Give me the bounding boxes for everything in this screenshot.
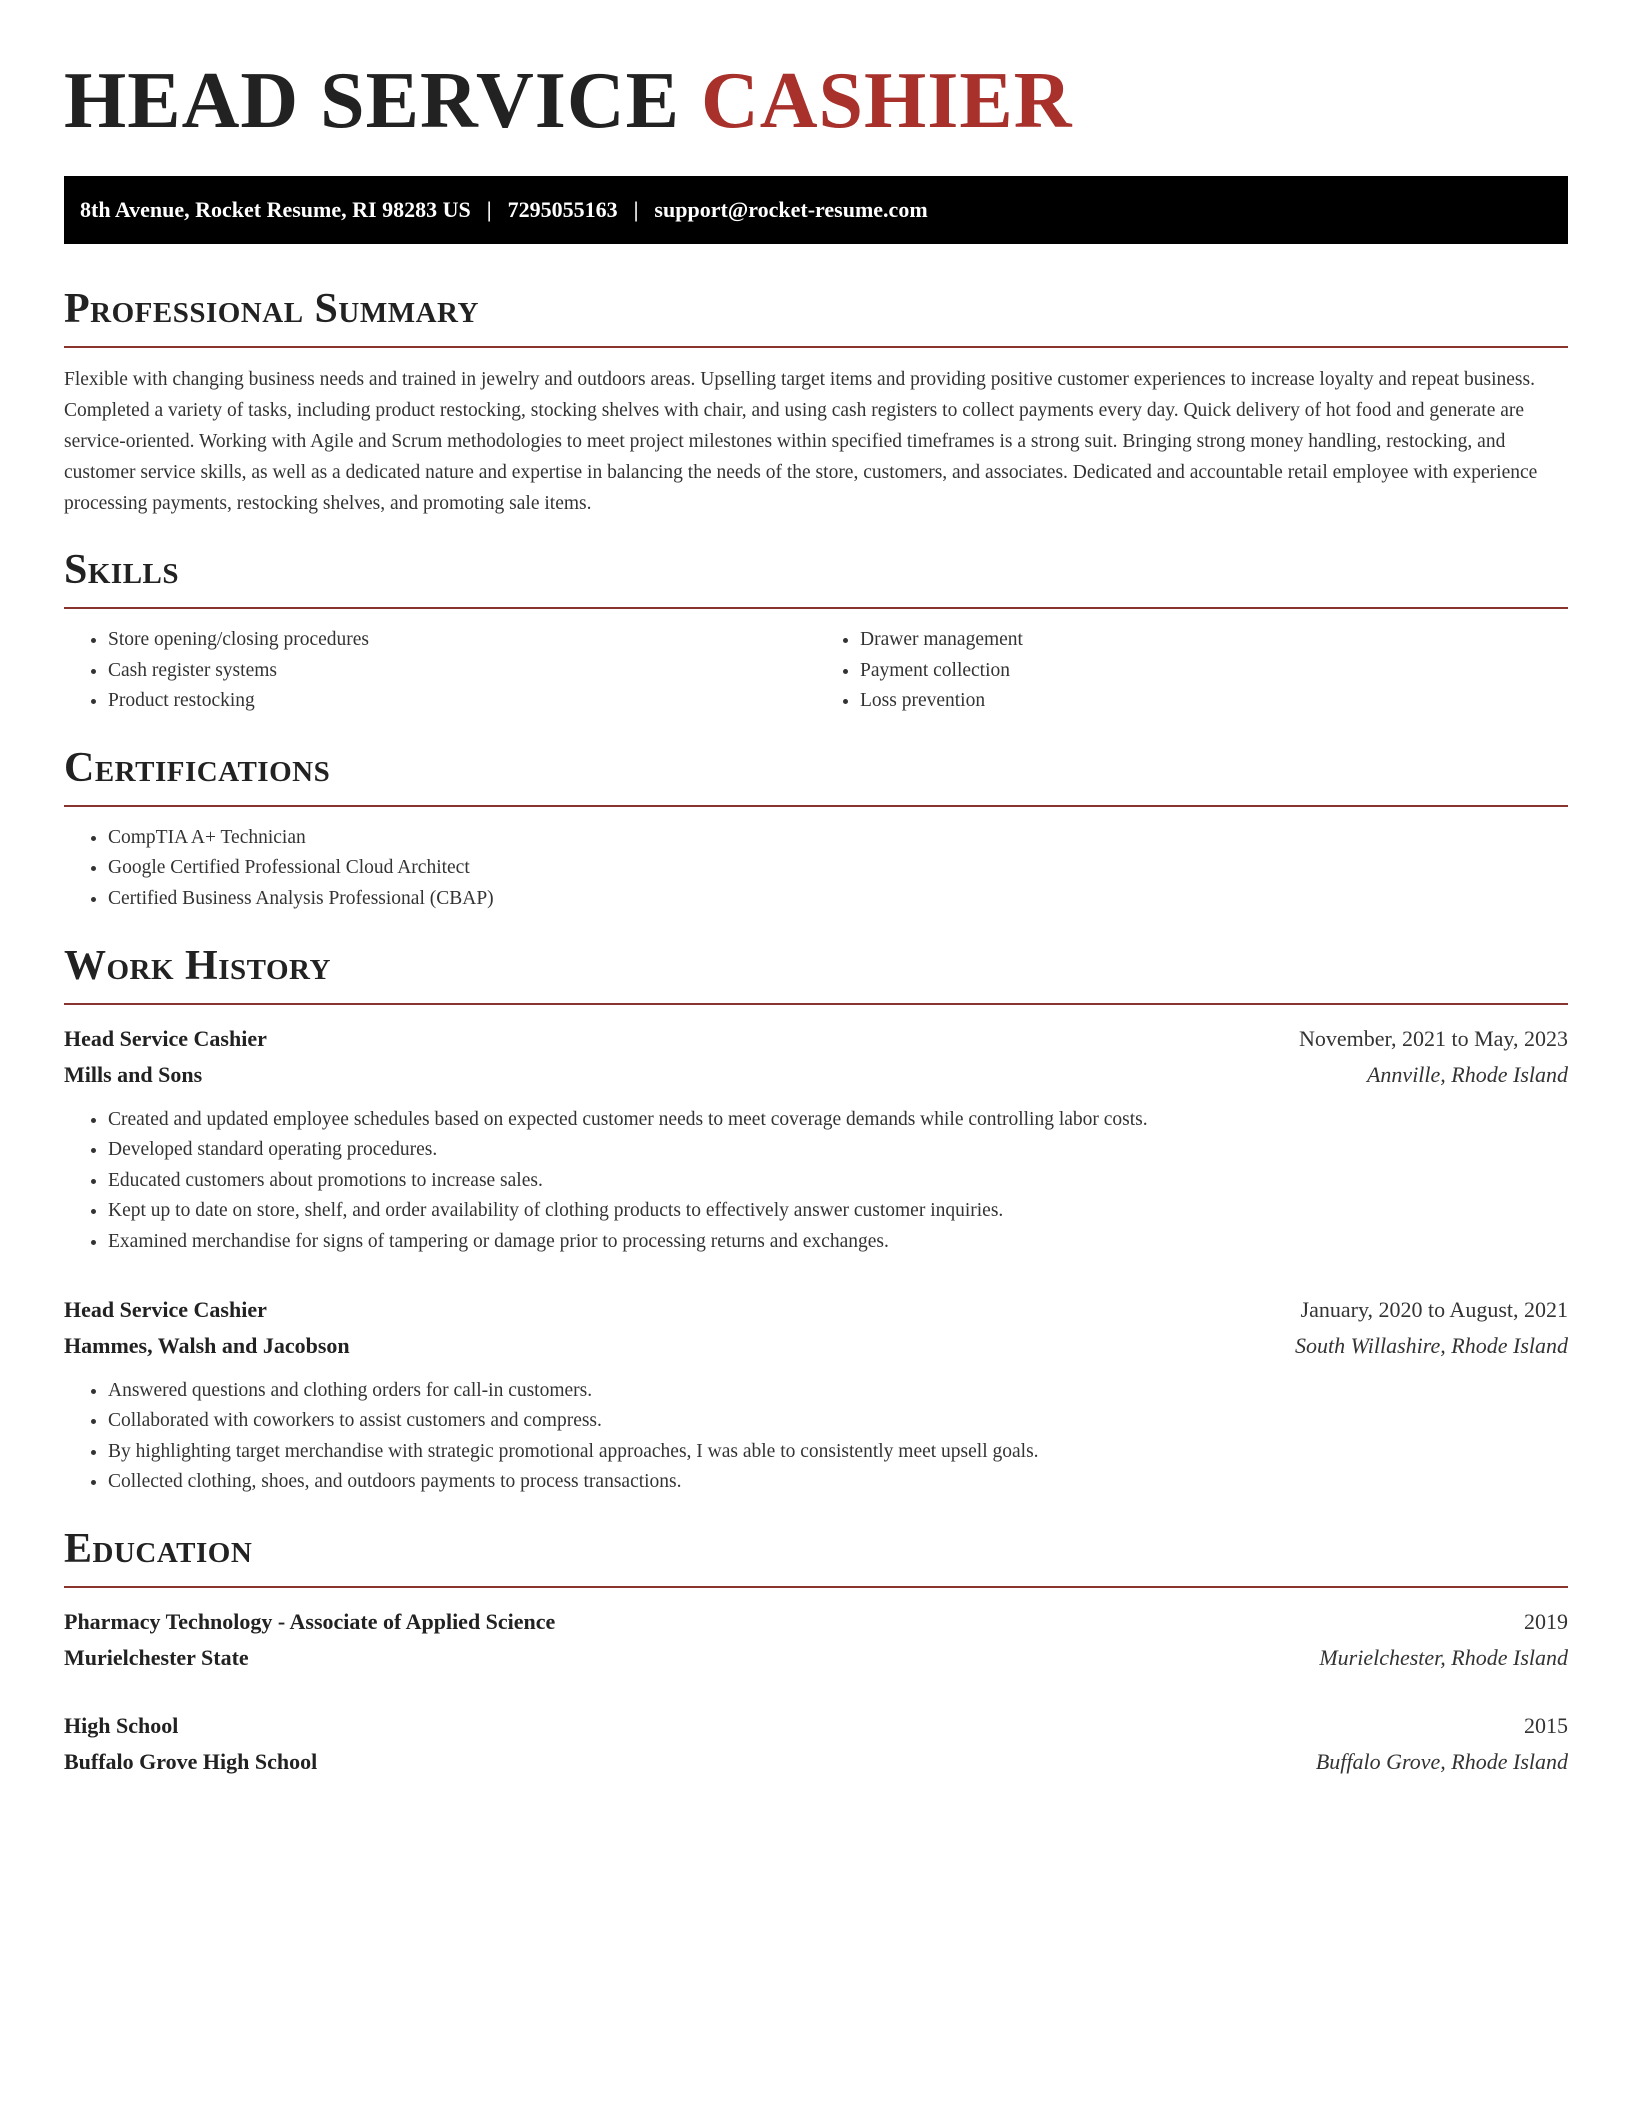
skills-section: [64, 545, 1568, 717]
job-company: Mills and Sons: [64, 1061, 203, 1087]
certification-item: • Certified Business Analysis Professional (CBAP): [108, 884, 1568, 915]
section-divider: [64, 1003, 1568, 1005]
job-company: Hammes, Walsh and Jacobson: [64, 1332, 350, 1358]
section-title-certifications: Certifications: [64, 744, 331, 791]
job-duty: • Answered questions and clothing orders for call-in customers.: [108, 1376, 1568, 1407]
section-title-work-history: Work History: [64, 942, 331, 989]
job-location: Annville, Rhode Island: [1366, 1061, 1568, 1087]
skill-item: • Store opening/closing procedures: [108, 625, 816, 656]
skill-item: • Loss prevention: [860, 686, 1568, 717]
certification-item: • Google Certified Professional Cloud Architect: [108, 853, 1568, 884]
education-year: 2019: [1524, 1608, 1568, 1634]
contact-separator: |: [633, 197, 639, 222]
education-entry: [64, 1708, 1568, 1780]
section-divider: [64, 805, 1568, 807]
section-divider: [64, 1586, 1568, 1588]
education-entry: [64, 1604, 1568, 1676]
education-header-row: [64, 1708, 1568, 1744]
education-degree: Pharmacy Technology - Associate of Applied Science: [64, 1608, 556, 1634]
job-duties-list: [64, 1105, 1568, 1258]
job-duties-list: [64, 1376, 1568, 1498]
job-dates: November, 2021 to May, 2023: [1299, 1025, 1568, 1051]
section-title-summary: Professional Summary: [64, 286, 479, 332]
education-location: Murielchester, Rhode Island: [1319, 1644, 1568, 1670]
job-duty: • Collected clothing, shoes, and outdoors payments to process transactions.: [108, 1467, 1568, 1498]
skills-list-left: [64, 625, 816, 717]
job-duty: • Collaborated with coworkers to assist customers and compress.: [108, 1406, 1568, 1437]
skill-item: • Drawer management: [860, 625, 1568, 656]
job-duty: • Examined merchandise for signs of tampering or damage prior to processing returns and exchanges.: [108, 1227, 1568, 1258]
name-part-2: CASHIER: [700, 57, 1073, 145]
resume-content: [64, 0, 1568, 1780]
contact-bar: [64, 176, 1568, 244]
education-degree: High School: [64, 1712, 179, 1738]
section-title-education: Education: [64, 1525, 253, 1572]
job-entry: [64, 1292, 1568, 1498]
certifications-list: [64, 823, 1568, 915]
summary-section: [64, 284, 1568, 519]
certification-item: • CompTIA A+ Technician: [108, 823, 1568, 854]
education-year: 2015: [1524, 1712, 1568, 1738]
contact-separator: |: [486, 197, 492, 222]
job-title: Head Service Cashier: [64, 1296, 267, 1322]
skills-grid: [64, 625, 1568, 717]
resume-name: [64, 0, 1568, 146]
education-section: [64, 1524, 1568, 1780]
education-header-row: [64, 1604, 1568, 1640]
certifications-section: [64, 743, 1568, 915]
education-school: Murielchester State: [64, 1644, 249, 1670]
section-divider: [64, 607, 1568, 609]
contact-address: 8th Avenue, Rocket Resume, RI 98283 US: [80, 197, 471, 222]
job-duty: • Educated customers about promotions to increase sales.: [108, 1166, 1568, 1197]
section-title-skills: Skills: [64, 547, 180, 593]
section-divider: [64, 346, 1568, 348]
job-company-row: [64, 1057, 1568, 1093]
job-duty: • By highlighting target merchandise with strategic promotional approaches, I was able to consistently meet upsell goals.: [108, 1437, 1568, 1468]
skill-item: • Payment collection: [860, 656, 1568, 687]
job-duty: • Developed standard operating procedures.: [108, 1135, 1568, 1166]
job-title: Head Service Cashier: [64, 1025, 267, 1051]
job-header-row: [64, 1292, 1568, 1328]
job-header-row: [64, 1021, 1568, 1057]
job-company-row: [64, 1328, 1568, 1364]
summary-text: Flexible with changing business needs and trained in jewelry and outdoors areas. Upselling target items and providing positive customer experiences to increase loyalty and repeat business. Completed a variety of tasks, including product restocking, stocking shelves with chair, and using cash registers to collect payments every day. Quick delivery of hot food and generate are service-oriented. Working with Agile and Scrum methodologies to meet project milestones within specified timeframes is a strong suit. Bringing strong money handling, restocking, and customer service skills, as well as a dedicated nature and expertise in balancing the needs of the store, customers, and associates. Dedicated and accountable retail employee with experience processing payments, restocking shelves, and promoting sale items.: [64, 369, 1538, 514]
job-location: South Willashire, Rhode Island: [1295, 1332, 1568, 1358]
education-location: Buffalo Grove, Rhode Island: [1315, 1748, 1568, 1774]
contact-phone: 7295055163: [507, 197, 618, 222]
job-duty: • Created and updated employee schedules based on expected customer needs to meet coverage demands while controlling labor costs.: [108, 1105, 1568, 1136]
job-dates: January, 2020 to August, 2021: [1300, 1296, 1568, 1322]
skill-item: • Cash register systems: [108, 656, 816, 687]
education-school: Buffalo Grove High School: [64, 1748, 318, 1774]
contact-email: support@rocket-resume.com: [654, 197, 928, 222]
education-school-row: [64, 1640, 1568, 1676]
education-school-row: [64, 1744, 1568, 1780]
job-entry: [64, 1021, 1568, 1258]
skill-item: • Product restocking: [108, 686, 816, 717]
work-history-section: [64, 941, 1568, 1498]
name-part-1: HEAD SERVICE: [64, 57, 680, 145]
job-duty: • Kept up to date on store, shelf, and order availability of clothing products to effectively answer customer inquiries.: [108, 1196, 1568, 1227]
skills-list-right: [816, 625, 1568, 717]
